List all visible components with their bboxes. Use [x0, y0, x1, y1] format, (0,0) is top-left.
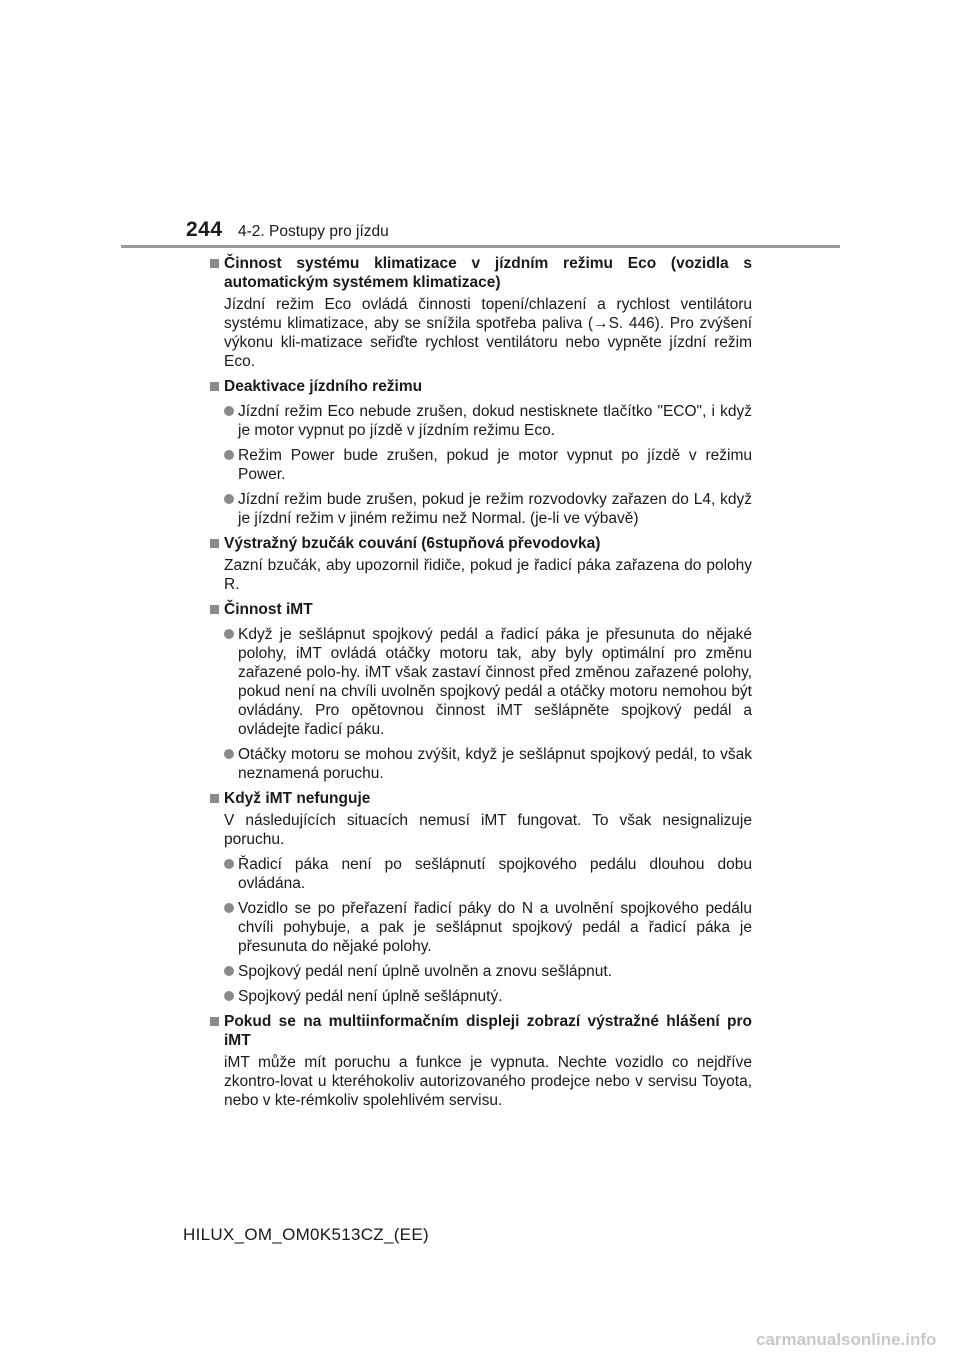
circle-bullet-icon	[224, 450, 234, 460]
list-item	[224, 899, 752, 956]
list-item-text: Vozidlo se po přeřazení řadicí páky do N a uvolnění spojkového pedálu chvíli pohybuje, a pak je sešlápnut spojkový pedál a řadicí páka je přesunuta do nějaké polohy.	[238, 900, 752, 955]
section-title: 4-2. Postupy pro jízdu	[238, 223, 389, 240]
circle-bullet-icon	[224, 749, 234, 759]
section-heading-text: Když iMT nefunguje	[224, 790, 371, 807]
document-code: HILUX_OM_OM0K513CZ_(EE)	[183, 1225, 429, 1244]
list-item	[224, 855, 752, 893]
section-block	[210, 534, 752, 594]
section-block	[210, 377, 752, 528]
header-divider	[121, 245, 840, 248]
page-content	[210, 254, 752, 1116]
section-heading-text: Výstražný bzučák couvání (6stupňová převodovka)	[224, 535, 601, 552]
section-block	[210, 600, 752, 783]
list-item	[224, 446, 752, 484]
circle-bullet-icon	[224, 903, 234, 913]
square-bullet-icon	[210, 382, 219, 391]
list-item-text: Režim Power bude zrušen, pokud je motor vypnut po jízdě v režimu Power.	[238, 447, 752, 483]
page-number: 244	[186, 218, 223, 241]
list-item-text: Spojkový pedál není úplně sešlápnutý.	[238, 988, 503, 1005]
section-paragraph: Jízdní režim Eco ovládá činnosti topení/chlazení a rychlost ventilátoru systému klimatizace, aby se snížila spotřeba paliva (→S. 446). Pro zvýšení výkonu kli-matizace seřiďte rychlost ventilátoru nebo vypněte jízdní režim Eco.	[224, 296, 752, 370]
section-block	[210, 789, 752, 1006]
section-heading-text: Pokud se na multiinformačním displeji zobrazí výstražné hlášení pro iMT	[224, 1013, 752, 1049]
section-heading	[210, 377, 752, 396]
square-bullet-icon	[210, 794, 219, 803]
section-block	[210, 254, 752, 371]
list-item-text: Řadicí páka není po sešlápnutí spojkového pedálu dlouhou dobu ovládána.	[238, 856, 752, 892]
square-bullet-icon	[210, 1017, 219, 1026]
section-heading	[210, 600, 752, 619]
list-item-text: Když je sešlápnut spojkový pedál a řadicí páka je přesunuta do nějaké polohy, iMT ovládá otáčky motoru tak, aby byly optimální pro změnu zařazené polo-hy. iMT však zastaví činnost před změnou zařazené polohy, pokud není na chvíli uvolněn spojkový pedál a otáčky motoru nemohou být ovládány. Pro opětovnou činnost iMT sešlápněte spojkový pedál a ovládejte řadicí páku.	[238, 626, 752, 738]
circle-bullet-icon	[224, 629, 234, 639]
circle-bullet-icon	[224, 494, 234, 504]
list-item	[224, 625, 752, 739]
square-bullet-icon	[210, 539, 219, 548]
section-heading	[210, 789, 752, 808]
list-item	[224, 745, 752, 783]
list-item-text: Otáčky motoru se mohou zvýšit, když je sešlápnut spojkový pedál, to však neznamená poruchu.	[238, 746, 752, 782]
list-item-text: Jízdní režim bude zrušen, pokud je režim rozvodovky zařazen do L4, když je jízdní režim v jiném režimu než Normal. (je-li ve výbavě)	[238, 491, 752, 527]
section-heading	[210, 534, 752, 553]
circle-bullet-icon	[224, 406, 234, 416]
square-bullet-icon	[210, 605, 219, 614]
section-block	[210, 1012, 752, 1110]
square-bullet-icon	[210, 259, 219, 268]
circle-bullet-icon	[224, 859, 234, 869]
list-item-text: Spojkový pedál není úplně uvolněn a znovu sešlápnut.	[238, 963, 612, 980]
section-heading-text: Deaktivace jízdního režimu	[224, 378, 423, 395]
circle-bullet-icon	[224, 991, 234, 1001]
section-heading-text: Činnost iMT	[224, 601, 313, 618]
circle-bullet-icon	[224, 966, 234, 976]
section-heading	[210, 1012, 752, 1050]
section-heading-text: Činnost systému klimatizace v jízdním režimu Eco (vozidla s automatickým systémem klimatizace)	[224, 255, 752, 291]
list-item	[224, 402, 752, 440]
list-item	[224, 490, 752, 528]
list-item-text: Jízdní režim Eco nebude zrušen, dokud nestisknete tlačítko "ECO", i když je motor vypnut po jízdě v jízdním režimu Eco.	[238, 403, 752, 439]
list-item	[224, 962, 752, 981]
watermark-link[interactable]: carmanualsonline.info	[756, 1330, 937, 1349]
list-item	[224, 987, 752, 1006]
section-paragraph: iMT může mít poruchu a funkce je vypnuta. Nechte vozidlo co nejdříve zkontro-lovat u kteréhokoliv autorizovaného prodejce nebo v servisu Toyota, nebo v kte-rémkoliv spolehlivém servisu.	[224, 1054, 752, 1109]
section-heading	[210, 254, 752, 292]
section-paragraph: V následujících situacích nemusí iMT fungovat. To však nesignalizuje poruchu.	[224, 812, 752, 848]
section-paragraph: Zazní bzučák, aby upozornil řidiče, pokud je řadicí páka zařazena do polohy R.	[224, 557, 752, 593]
